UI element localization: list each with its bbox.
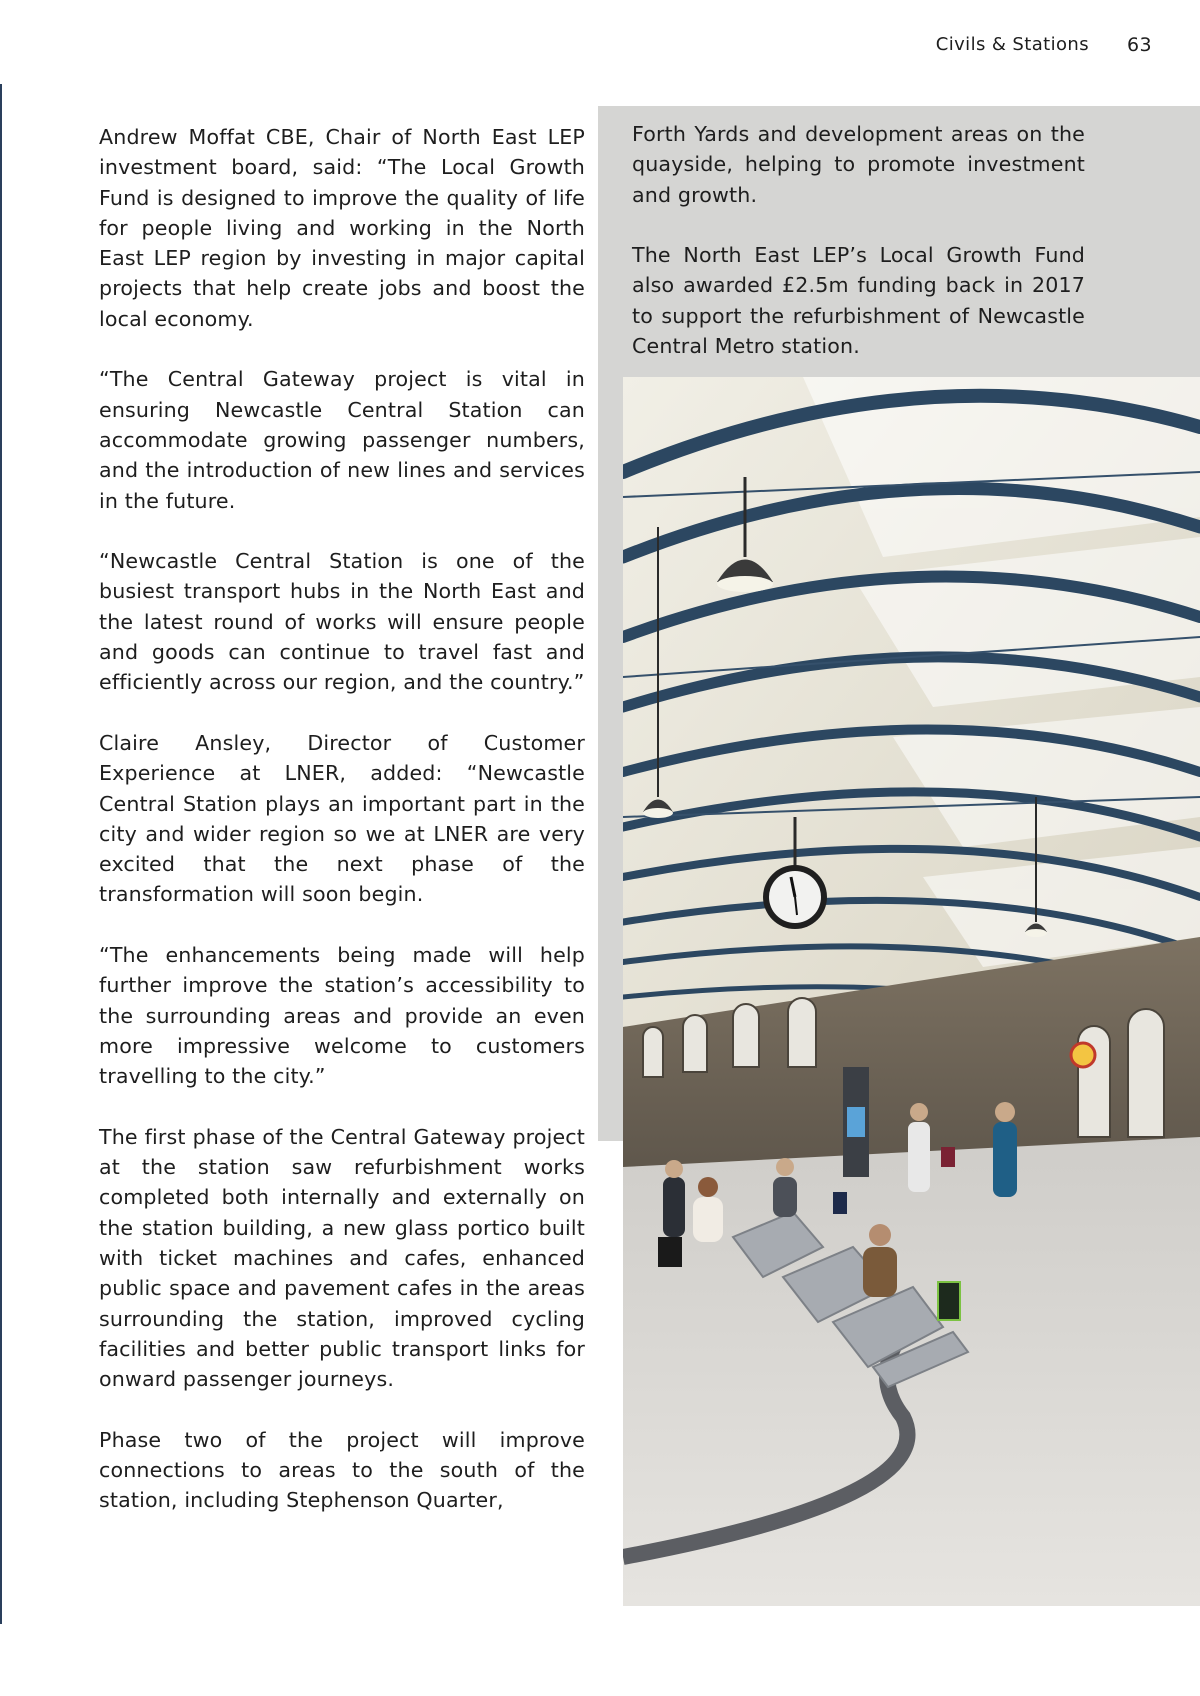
shop-logo	[1071, 1043, 1095, 1067]
body-paragraph: The North East LEP’s Local Growth Fund also awarded £2.5m funding back in 2017 to support the refurbishment of Newcastle Central Metro station.	[632, 243, 1085, 359]
photo-illustration	[623, 377, 1200, 1606]
body-paragraph: Phase two of the project will improve connections to areas to the south of the station, including Stephenson Quarter,	[99, 1427, 585, 1513]
body-paragraph: “The Central Gateway project is vital in ensuring Newcastle Central Station can accommodate growing passenger numbers, and the introduction of new lines and services in the future.	[99, 367, 585, 513]
section-title: Civils & Stations	[935, 34, 1090, 55]
right-text-column	[632, 119, 1085, 392]
info-screen	[847, 1107, 865, 1137]
page-header	[936, 34, 1152, 56]
body-paragraph: “Newcastle Central Station is one of the busiest transport hubs in the North East and the latest round of works will ensure people and goods can continue to travel fast and efficiently across our region, and the country.”	[99, 549, 585, 695]
left-text-column	[99, 122, 585, 1546]
body-paragraph: Claire Ansley, Director of Customer Experience at LNER, added: “Newcastle Central Station plays an important part in the city and wider region so we at LNER are very excited that the next phase of the transformation will soon begin.	[99, 730, 585, 907]
page-number: 63	[1127, 34, 1152, 56]
body-paragraph: Andrew Moffat CBE, Chair of North East LEP investment board, said: “The Local Growth Fund is designed to improve the quality of life for people living and working in the North East LEP region by investing in major capital projects that help create jobs and boost the local economy.	[99, 125, 585, 331]
left-margin-rule	[0, 84, 2, 1624]
station-concourse-photo	[623, 377, 1200, 1606]
body-paragraph: Forth Yards and development areas on the quayside, helping to promote investment and growth.	[632, 122, 1085, 207]
body-paragraph: “The enhancements being made will help further improve the station’s accessibility to the surrounding areas and provide an even more impressive welcome to customers travelling to the city.”	[99, 943, 585, 1089]
body-paragraph: The first phase of the Central Gateway project at the station saw refurbishment works completed both internally and externally on the station building, a new glass portico built with ticket machines and cafes, enhanced public space and pavement cafes in the areas surrounding the station, improved cycling facilities and better public transport links for onward passenger journeys.	[99, 1124, 585, 1392]
